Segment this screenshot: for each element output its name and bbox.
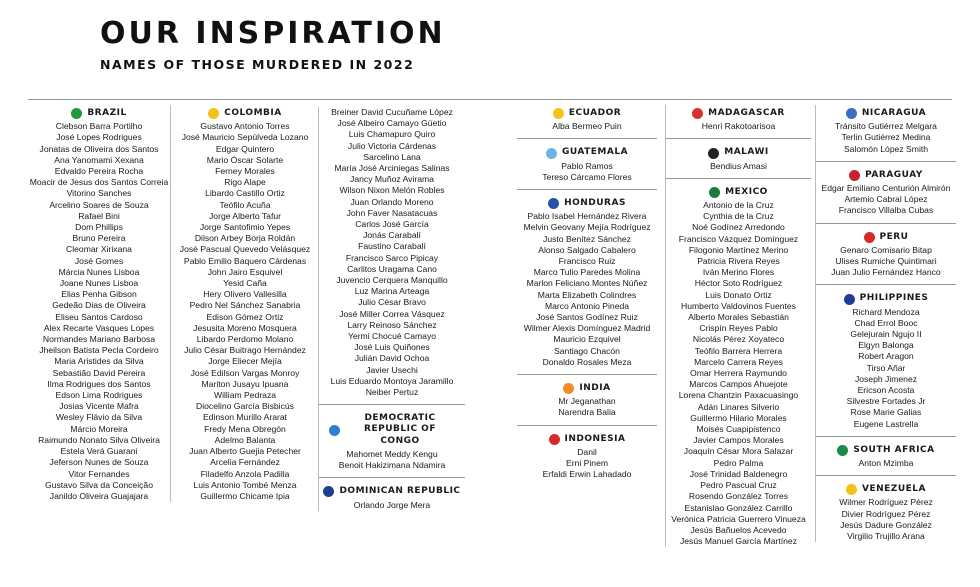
name-item: José Trinidad Baldenegro	[689, 468, 788, 479]
country-header	[517, 383, 657, 394]
name-item: Edison Gómez Ortiz	[206, 311, 284, 322]
country-header	[517, 198, 657, 209]
name-item: Marcos Campos Ahuejote	[689, 379, 788, 390]
name-item: Jonás Carabalí	[363, 230, 421, 241]
country-header	[816, 232, 956, 243]
country-name: BRAZIL	[87, 108, 127, 118]
name-item: Jorge Santofimio Yepes	[199, 222, 291, 233]
country-block	[319, 413, 465, 471]
name-item: Orlando Jorge Mera	[353, 499, 431, 510]
name-item: Dom Phillips	[75, 222, 123, 233]
name-item: Terlin Gutiérrez Medina	[841, 132, 931, 143]
name-item: Elias Penha Gibson	[61, 289, 137, 300]
flag-icon	[844, 294, 855, 305]
country-name: MALAWI	[724, 147, 769, 158]
name-item: Yesid Caña	[223, 278, 267, 289]
column-4	[517, 105, 657, 480]
country-divider	[517, 425, 657, 426]
column-3	[318, 107, 465, 511]
name-item: Mr Jeganathan	[558, 396, 616, 407]
name-item: Eliseu Santos Cardoso	[55, 311, 143, 322]
country-block	[28, 108, 170, 502]
name-item: Ulises Rumiche Quintimari	[835, 256, 937, 267]
name-item: Chad Errol Booc	[854, 317, 918, 328]
page-subtitle: NAMES OF THOSE MURDERED IN 2022	[100, 57, 415, 72]
name-item: Joseph Jimenez	[854, 373, 918, 384]
name-item: Edson Lima Rodrigues	[55, 390, 143, 401]
name-item: Javier Campos Morales	[693, 435, 784, 446]
name-item: Luis Donato Ortiz	[705, 289, 772, 300]
name-item: Pedro Pascual Cruz	[700, 480, 777, 491]
name-item: Edvaldo Pereira Rocha	[54, 166, 144, 177]
name-item: Lorena Chantzin Paxacuasingo	[678, 390, 799, 401]
name-item: Vitor Fernandes	[68, 468, 130, 479]
name-item: Adelmo Balanta	[214, 434, 276, 445]
name-item: Moacir de Jesus dos Santos Correia	[29, 177, 169, 188]
country-name: SOUTH AFRICA	[853, 444, 935, 455]
name-item: José Miller Correa Vásquez	[339, 308, 445, 319]
country-header	[517, 434, 657, 445]
name-item: Héctor Soto Rodríguez	[694, 278, 783, 289]
country-header	[28, 108, 170, 119]
name-item: Robert Aragon	[858, 351, 914, 362]
country-block	[816, 484, 956, 542]
country-header	[171, 108, 319, 119]
name-item: Omar Herrera Raymundo	[690, 368, 787, 379]
country-block	[517, 108, 657, 132]
country-divider	[666, 138, 811, 139]
name-item: Iván Merino Flores	[702, 267, 775, 278]
name-item: José Gomes	[74, 255, 124, 266]
name-item: Marta Elizabeth Colindres	[537, 289, 637, 300]
name-item: Arcelia Fernández	[210, 457, 280, 468]
country-header	[816, 484, 956, 495]
names-list	[666, 121, 811, 132]
name-item: Javier Usechi	[366, 364, 418, 375]
name-item: Alba Bermeo Puin	[552, 121, 622, 132]
name-item: Divier Rodríguez Pérez	[841, 508, 931, 519]
country-divider	[319, 477, 465, 478]
country-divider	[319, 404, 465, 405]
name-item: Bruno Pereira	[72, 233, 126, 244]
name-item: Wilmer Alexis Domínguez Madrid	[523, 323, 651, 334]
name-item: Filadelfo Anzola Padilla	[200, 468, 290, 479]
name-item: Jorge Eliecer Mejía	[208, 356, 282, 367]
flag-icon	[864, 232, 875, 243]
country-header	[816, 293, 956, 304]
country-block	[816, 108, 956, 155]
name-item: Adán Linares Silverio	[697, 401, 780, 412]
country-header	[816, 445, 956, 456]
name-item: Guillermo Chicame Ipia	[200, 490, 290, 501]
flag-icon	[563, 383, 574, 394]
name-item: Juan Alberto Guejia Petecher	[189, 446, 301, 457]
name-item: Jancy Muñoz Avirama	[350, 174, 434, 185]
name-item: Larry Reinoso Sánchez	[347, 319, 437, 330]
name-item: Cynthia de la Cruz	[703, 211, 774, 222]
flag-icon	[208, 108, 219, 119]
name-item: Rose Marie Galias	[850, 407, 922, 418]
name-item: Henri Rakotoarisoa	[701, 121, 776, 132]
name-item: Rigo Alape	[224, 177, 266, 188]
country-name: INDIA	[579, 383, 611, 394]
name-item: Verónica Patricia Guerrero Vinueza	[671, 513, 806, 524]
names-list	[816, 497, 956, 542]
name-item: Gedeão Dias de Oliveira	[52, 300, 146, 311]
country-name: COLOMBIA	[224, 108, 282, 118]
name-item: Bendius Amasi	[710, 160, 767, 171]
name-item: Edinson Murillo Ararat	[202, 412, 288, 423]
name-item: Mariton Jusayu Ipuana	[201, 378, 289, 389]
name-item: Guillermo Hilario Morales	[690, 412, 787, 423]
names-list	[517, 396, 657, 418]
names-list	[517, 211, 657, 368]
name-item: Patricia Rivera Reyes	[697, 256, 780, 267]
name-item: Antonio de la Cruz	[703, 200, 774, 211]
name-item: Jesús Dadure González	[840, 519, 932, 530]
name-item: Rosendo González Torres	[688, 491, 789, 502]
flag-icon	[837, 445, 848, 456]
country-block	[816, 445, 956, 469]
name-item: Eugene Lastrella	[853, 418, 919, 429]
name-item: Pedro Nel Sánchez Sanabria	[189, 300, 301, 311]
page-title: OUR INSPIRATION	[100, 16, 446, 51]
name-item: Tereso Cárcamo Flores	[542, 171, 632, 182]
name-item: Silvestre Fortades Jr	[846, 396, 926, 407]
name-item: Luz Marina Arteaga	[354, 286, 430, 297]
name-item: Jheilson Batista Pecla Cordeiro	[39, 345, 159, 356]
name-item: Edgar Emiliano Centurión Almirón	[821, 183, 951, 194]
country-header	[666, 187, 811, 198]
name-item: Maria Aristides da Silva	[54, 356, 144, 367]
flag-icon	[846, 484, 857, 495]
top-divider	[28, 99, 952, 100]
name-item: Artemio Cabral López	[844, 194, 928, 205]
name-item: Cleomar Xirixana	[66, 244, 132, 255]
names-list	[816, 183, 956, 217]
name-item: Mario Óscar Solarte	[206, 154, 284, 165]
name-item: Juan Orlando Moreno	[350, 196, 434, 207]
name-item: Luis Eduardo Montoya Jaramillo	[330, 375, 454, 386]
country-name: GUATEMALA	[561, 147, 629, 158]
flag-icon	[849, 170, 860, 181]
name-item: William Pedraza	[213, 390, 277, 401]
flag-icon	[548, 198, 559, 209]
country-name: NICARAGUA	[861, 108, 927, 118]
name-item: Moisés Cuapipistenco	[696, 424, 781, 435]
country-header	[666, 108, 811, 119]
names-list	[319, 107, 465, 398]
flag-icon	[692, 108, 703, 119]
country-name: PERU	[879, 231, 909, 242]
country-name: MEXICO	[725, 186, 768, 197]
name-item: Joaquín César Mora Salazar	[683, 446, 794, 457]
country-name: PHILIPPINES	[859, 293, 929, 304]
name-item: Julián David Ochoa	[354, 353, 430, 364]
name-item: Melvin Geovany Mejía Rodríguez	[523, 222, 651, 233]
name-item: Ana Yanomami Xexana	[54, 154, 144, 165]
name-item: Breiner David Cucuñame López	[331, 107, 453, 117]
country-block	[517, 434, 657, 481]
name-item: John Faver Nasatacuas	[346, 207, 438, 218]
name-item: Crispín Reyes Pablo	[699, 323, 778, 334]
name-item: Carlos José García	[355, 219, 429, 230]
name-item: Noé Godínez Arredondo	[692, 222, 785, 233]
name-item: Tránsito Gutiérrez Melgara	[835, 121, 937, 132]
name-item: Francisco Sarco Pipicay	[345, 252, 439, 263]
country-divider	[666, 178, 811, 179]
country-block	[517, 198, 657, 368]
name-item: Márcia Nunes Lisboa	[58, 266, 140, 277]
name-item: John Jairo Esquivel	[207, 266, 283, 277]
country-name: DOMINICAN REPUBLIC	[339, 486, 461, 497]
names-list	[28, 121, 170, 502]
names-list	[816, 307, 956, 430]
country-header	[319, 486, 465, 497]
name-item: Filogonio Martínez Merino	[688, 244, 789, 255]
country-name: INDONESIA	[564, 433, 626, 444]
name-item: Luis Antonio Tombé Menza	[193, 479, 297, 490]
name-item: Mauricio Ezquivel	[553, 334, 621, 345]
country-name: MADAGASCAR	[708, 108, 785, 118]
name-item: Danil	[577, 446, 597, 457]
name-item: Raimundo Nonato Silva Oliveira	[38, 434, 160, 445]
country-header	[666, 147, 811, 158]
name-item: Salomón López Smith	[843, 143, 929, 154]
name-item: Francisco Vázquez Domínguez	[678, 233, 799, 244]
flag-icon	[708, 148, 719, 159]
name-item: Julio César Bravo	[358, 297, 426, 308]
column-5	[665, 105, 811, 547]
names-list	[816, 121, 956, 155]
names-list	[517, 161, 657, 183]
name-item: Julio César Buitrago Hernández	[184, 345, 306, 356]
name-item: José Edilson Vargas Monroy	[190, 367, 300, 378]
name-item: Alberto Morales Sebastián	[688, 312, 789, 323]
name-item: Anton Mzimba	[858, 458, 914, 469]
names-list	[517, 121, 657, 132]
flag-icon	[549, 434, 560, 445]
name-item: Yermi Chocué Camayo	[347, 331, 437, 342]
name-item: Alex Recarte Vasques Lopes	[43, 322, 155, 333]
name-item: Vitorino Sanches	[66, 188, 132, 199]
name-item: Marcelo Carrera Reyes	[694, 356, 783, 367]
name-item: Donaldo Rosales Meza	[542, 356, 632, 367]
name-item: Hery Olivero Vallesilla	[203, 289, 287, 300]
name-item: Faustino Carabalí	[358, 241, 426, 252]
name-item: José Luis Quiñones	[354, 342, 430, 353]
name-item: Neiber Pertuz	[365, 387, 419, 398]
country-header	[816, 108, 956, 119]
country-divider	[816, 475, 956, 476]
name-item: Ilma Rodrigues dos Santos	[47, 378, 151, 389]
name-item: Juvencio Cerquera Manquillo	[336, 275, 448, 286]
country-block	[666, 187, 811, 548]
name-item: Josias Vicente Mafra	[59, 401, 139, 412]
country-block	[517, 147, 657, 183]
country-name: HONDURAS	[564, 198, 626, 209]
name-item: Alonso Salgado Cabalero	[538, 244, 636, 255]
column-6	[815, 105, 956, 542]
name-item: Genaro Comisario Bitap	[840, 244, 932, 255]
name-item: Clebson Barra Portilho	[55, 121, 143, 132]
name-item: Gustavo Antonio Torres	[200, 121, 290, 132]
name-item: Estanislao González Carrillo	[684, 502, 793, 513]
name-item: Mahomet Meddy Kengu	[346, 448, 438, 459]
name-item: Teófilo Barrera Herrera	[694, 345, 783, 356]
name-item: Benoit Hakizimana Ndamira	[338, 460, 446, 471]
name-item: Jesusita Moreno Mosquera	[193, 322, 297, 333]
name-item: Rafael Bini	[78, 210, 120, 221]
names-list	[816, 245, 956, 279]
name-item: Libardo Castillo Ortiz	[205, 188, 285, 199]
country-block	[666, 147, 811, 171]
name-item: Erni Pinem	[565, 458, 609, 469]
name-item: Normandes Mariano Barbosa	[42, 334, 156, 345]
name-item: Jonatas de Oliveira dos Santos	[39, 143, 159, 154]
country-block	[816, 170, 956, 217]
name-item: Nicolás Pérez Xoyateco	[692, 334, 785, 345]
flag-icon	[329, 425, 340, 436]
name-item: Erfaldi Erwin Lahadado	[542, 469, 632, 480]
country-header	[517, 147, 657, 158]
flag-icon	[846, 108, 857, 119]
flag-icon	[709, 187, 720, 198]
column-1	[28, 105, 170, 502]
country-block	[319, 486, 465, 510]
name-item: Edgar Quintero	[215, 143, 275, 154]
name-item: Francisco Ruiz	[558, 256, 616, 267]
country-divider	[517, 374, 657, 375]
name-item: Ferney Morales	[215, 166, 275, 177]
name-item: Jeferson Nunes de Souza	[49, 457, 149, 468]
name-item: Fredy Mena Obregón	[204, 423, 286, 434]
country-name: DEMOCRATIC REPUBLIC OF CONGO	[364, 413, 436, 446]
name-item: Julio Victoria Cárdenas	[347, 140, 437, 151]
name-item: Juan Julio Fernández Hanco	[831, 267, 941, 278]
name-item: Pedro Palma	[713, 457, 764, 468]
name-item: Pablo Emilio Baquero Cárdenas	[183, 255, 307, 266]
name-item: Humberto Valdovinos Fuentes	[681, 300, 796, 311]
name-item: Jorge Alberto Tafur	[209, 210, 281, 221]
name-item: Joane Nunes Lisboa	[59, 278, 139, 289]
name-item: Ericson Acosta	[857, 385, 915, 396]
country-name: VENEZUELA	[862, 484, 926, 495]
country-block	[319, 107, 465, 398]
name-item: Sebastião David Pereira	[52, 367, 146, 378]
names-list	[319, 500, 465, 511]
country-block	[816, 293, 956, 429]
name-item: Márcio Moreira	[70, 423, 128, 434]
names-list	[666, 200, 811, 547]
name-item: Wilmer Rodríguez Pérez	[839, 497, 933, 508]
name-item: Tirso Añar	[866, 362, 906, 373]
country-divider	[816, 284, 956, 285]
name-item: Pablo Ramos	[561, 160, 613, 171]
name-item: Gustavo Silva da Conceição	[45, 479, 153, 490]
name-item: José Lopes Rodrigues	[56, 132, 142, 143]
country-name: PARAGUAY	[865, 169, 923, 180]
flag-icon	[546, 148, 557, 159]
name-item: Virgilio Trujillo Arana	[847, 531, 925, 542]
name-item: José Albeiro Camayo Güetio	[337, 118, 447, 129]
name-item: José Pascual Quevedo Velásquez	[179, 244, 311, 255]
names-list	[666, 161, 811, 172]
names-list	[517, 447, 657, 481]
column-2	[170, 105, 319, 502]
name-item: Justo Benítez Sánchez	[543, 233, 631, 244]
name-item: Dilson Arbey Borja Roldán	[194, 233, 296, 244]
name-item: María José Arciniegas Salinas	[334, 163, 450, 174]
country-block	[666, 108, 811, 132]
name-item: Narendra Balia	[558, 407, 616, 418]
country-header	[816, 170, 956, 181]
name-item: Carlitos Uragama Cano	[347, 263, 437, 274]
name-item: Arcelino Soares de Souza	[49, 199, 149, 210]
name-item: Estela Verá Guarani	[60, 446, 138, 457]
country-header	[517, 108, 657, 119]
country-divider	[816, 161, 956, 162]
name-item: Jesús Manuel García Martínez	[679, 536, 798, 547]
country-divider	[517, 189, 657, 190]
names-list	[319, 449, 465, 471]
flag-icon	[71, 108, 82, 119]
name-item: Sarcelino Lana	[363, 151, 421, 162]
country-divider	[517, 138, 657, 139]
name-item: José Santos Godínez Ruiz	[536, 312, 638, 323]
name-item: Richard Mendoza	[852, 306, 920, 317]
names-list	[816, 458, 956, 469]
country-block	[517, 383, 657, 419]
name-item: Janildo Oliveira Guajajara	[49, 490, 149, 501]
name-item: Santiago Chacón	[554, 345, 620, 356]
name-item: Gelejurain Ngujo II	[850, 329, 922, 340]
country-header	[319, 413, 465, 447]
name-item: Luis Chamapuro Quiro	[348, 129, 436, 140]
flag-icon	[553, 108, 564, 119]
name-item: Jesús Bañuelos Acevedo	[690, 524, 787, 535]
name-item: Pablo Isabel Hernández Rivera	[527, 211, 647, 222]
name-item: Teófilo Acuña	[219, 199, 271, 210]
country-block	[816, 232, 956, 279]
name-item: Marlon Feliciano Montes Núñez	[526, 278, 648, 289]
country-name: ECUADOR	[568, 108, 622, 118]
name-item: Marco Antonio Pineda	[544, 300, 630, 311]
name-item: Wilson Nixon Melón Robles	[339, 185, 445, 196]
name-item: Wesley Flávio da Silva	[55, 412, 143, 423]
country-divider	[816, 223, 956, 224]
names-list	[171, 121, 319, 502]
name-item: Elgyn Balonga	[858, 340, 914, 351]
country-block	[171, 108, 319, 502]
name-item: Libardo Perdomo Molano	[196, 334, 294, 345]
name-item: Diocelino García Bisbicús	[196, 401, 294, 412]
name-item: Francisco Villalba Cubas	[838, 205, 934, 216]
name-item: Marco Tulio Paredes Molina	[533, 267, 641, 278]
flag-icon	[323, 486, 334, 497]
name-item: José Mauricio Sepúlveda Lozano	[181, 132, 309, 143]
country-divider	[816, 436, 956, 437]
